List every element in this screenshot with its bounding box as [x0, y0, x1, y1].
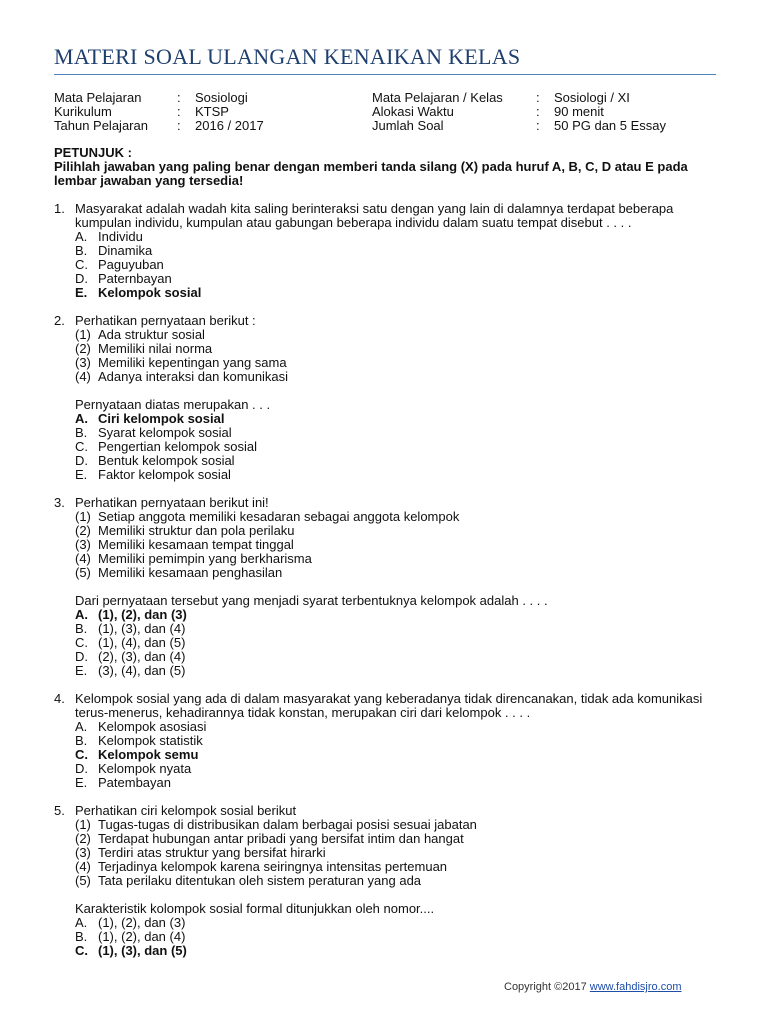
question-body [75, 202, 714, 300]
option-label: A. [75, 719, 88, 734]
answer-option [75, 258, 714, 272]
statement-text: Tata perilaku ditentukan oleh sistem peraturan yang ada [98, 873, 422, 888]
statement-item [75, 552, 714, 566]
info-row [54, 91, 264, 105]
statement-label: (4) [75, 369, 91, 384]
answer-option [75, 622, 714, 636]
option-text: Ciri kelompok sosial [98, 411, 225, 426]
statement-label: (5) [75, 565, 91, 580]
question-item [54, 804, 714, 958]
info-colon: : [536, 118, 540, 133]
option-label: D. [75, 761, 88, 776]
answer-option [75, 930, 714, 944]
info-row [54, 119, 264, 133]
option-text: Dinamika [98, 243, 153, 258]
option-text: Faktor kelompok sosial [98, 467, 231, 482]
option-text: Paguyuban [98, 257, 164, 272]
statement-text: Memiliki kesamaan tempat tinggal [98, 537, 294, 552]
option-label: A. [75, 607, 88, 622]
option-label: D. [75, 453, 88, 468]
answer-option [75, 664, 714, 678]
answer-option [75, 244, 714, 258]
statement-text: Memiliki nilai norma [98, 341, 213, 356]
question-text: Perhatikan pernyataan berikut ini! [75, 495, 269, 510]
statement-label: (1) [75, 327, 91, 342]
question-body [75, 496, 714, 678]
copyright-text: Copyright ©2017 [504, 981, 587, 993]
option-text: Pengertian kelompok sosial [98, 439, 257, 454]
statement-item [75, 538, 714, 552]
option-text: (1), (3), dan (4) [98, 621, 186, 636]
option-text: Paternbayan [98, 271, 172, 286]
info-value: Sosiologi / XI [554, 90, 630, 105]
option-label: B. [75, 425, 88, 440]
statement-label: (2) [75, 831, 91, 846]
question-item [54, 314, 714, 482]
info-label: Jumlah Soal [372, 118, 444, 133]
statement-label: (3) [75, 355, 91, 370]
statement-text: Memiliki kesamaan penghasilan [98, 565, 283, 580]
statement-item [75, 874, 714, 888]
statement-label: (3) [75, 537, 91, 552]
statement-label: (2) [75, 523, 91, 538]
statement-label: (5) [75, 873, 91, 888]
statement-text: Terjadinya kelompok karena seiringnya intensitas pertemuan [98, 859, 448, 874]
website-link[interactable]: www.fahdisjro.com [589, 981, 682, 993]
statement-text: Memiliki kepentingan yang sama [98, 355, 287, 370]
option-label: E. [75, 663, 88, 678]
spacer [54, 188, 714, 202]
answer-option [75, 650, 714, 664]
option-text: Patembayan [98, 775, 171, 790]
info-colon: : [177, 90, 181, 105]
info-colon: : [177, 104, 181, 119]
question-prompt: Pernyataan diatas merupakan . . . [75, 397, 271, 412]
option-label: C. [75, 747, 88, 762]
statement-label: (4) [75, 859, 91, 874]
info-row [372, 105, 666, 119]
question-item [54, 692, 714, 790]
info-value: 50 PG dan 5 Essay [554, 118, 667, 133]
option-text: Kelompok semu [98, 747, 199, 762]
option-text: (2), (3), dan (4) [98, 649, 186, 664]
info-label: Kurikulum [54, 104, 112, 119]
answer-option [75, 412, 714, 426]
option-label: A. [75, 229, 88, 244]
info-value: 2016 / 2017 [195, 118, 264, 133]
statement-label: (1) [75, 817, 91, 832]
info-label: Mata Pelajaran [54, 90, 142, 105]
spacer [75, 580, 714, 594]
info-value: KTSP [195, 104, 229, 119]
option-label: C. [75, 635, 88, 650]
option-text: Individu [98, 229, 143, 244]
statement-label: (4) [75, 551, 91, 566]
statement-text: Adanya interaksi dan komunikasi [98, 369, 289, 384]
info-colon: : [536, 90, 540, 105]
statement-text: Tugas-tugas di distribusikan dalam berbagai posisi sesuai jabatan [98, 817, 477, 832]
document-body [54, 146, 714, 958]
answer-option [75, 734, 714, 748]
question-number: 1. [54, 201, 65, 216]
question-text: Masyarakat adalah wadah kita saling berinteraksi satu dengan yang lain di dalamnya terdapat beberapa kumpulan individu, kumpulan atau gabungan beberapa individu dalam suatu tempat disebut . . . . [75, 201, 674, 230]
question-text: Kelompok sosial yang ada di dalam masyarakat yang keberadanya tidak direncanakan, tidak ada komunikasi terus-menerus, kehadirannya tidak konstan, merupakan ciri dari kelompok . . . . [75, 691, 703, 720]
option-label: E. [75, 775, 88, 790]
option-label: E. [75, 467, 88, 482]
option-text: Bentuk kelompok sosial [98, 453, 235, 468]
spacer [75, 888, 714, 902]
info-left [54, 91, 264, 133]
statement-text: Memiliki pemimpin yang berkharisma [98, 551, 312, 566]
option-label: B. [75, 243, 88, 258]
option-label: C. [75, 943, 88, 958]
option-label: C. [75, 439, 88, 454]
option-text: (1), (2), dan (3) [98, 607, 187, 622]
option-label: D. [75, 271, 88, 286]
option-text: Kelompok asosiasi [98, 719, 207, 734]
footer [504, 980, 681, 994]
answer-option [75, 720, 714, 734]
info-colon: : [536, 104, 540, 119]
question-item [54, 202, 714, 300]
statement-label: (2) [75, 341, 91, 356]
info-row [54, 105, 264, 119]
option-text: (1), (3), dan (5) [98, 943, 187, 958]
question-item [54, 496, 714, 678]
answer-option [75, 916, 714, 930]
answer-option [75, 468, 714, 482]
option-label: D. [75, 649, 88, 664]
option-label: B. [75, 733, 88, 748]
option-label: A. [75, 915, 88, 930]
statement-text: Ada struktur sosial [98, 327, 205, 342]
option-text: Kelompok sosial [98, 285, 202, 300]
question-number: 4. [54, 691, 65, 706]
option-text: Kelompok nyata [98, 761, 192, 776]
statement-item [75, 510, 714, 524]
option-label: C. [75, 257, 88, 272]
statement-label: (3) [75, 845, 91, 860]
statement-item [75, 860, 714, 874]
answer-option [75, 636, 714, 650]
answer-option [75, 944, 714, 958]
answer-option [75, 286, 714, 300]
question-list [54, 202, 714, 958]
answer-option [75, 776, 714, 790]
statement-text: Memiliki struktur dan pola perilaku [98, 523, 295, 538]
option-label: B. [75, 929, 88, 944]
info-label: Alokasi Waktu [372, 104, 454, 119]
option-label: A. [75, 411, 88, 426]
answer-option [75, 440, 714, 454]
statement-text: Setiap anggota memiliki kesadaran sebagai anggota kelompok [98, 509, 460, 524]
question-number: 3. [54, 495, 65, 510]
answer-option [75, 272, 714, 286]
answer-option [75, 230, 714, 244]
statement-item [75, 370, 714, 384]
option-text: (3), (4), dan (5) [98, 663, 186, 678]
question-text: Perhatikan ciri kelompok sosial berikut [75, 803, 297, 818]
option-text: Syarat kelompok sosial [98, 425, 232, 440]
option-label: E. [75, 285, 88, 300]
option-text: Kelompok statistik [98, 733, 203, 748]
answer-option [75, 454, 714, 468]
question-body [75, 314, 714, 482]
info-row [372, 91, 666, 105]
option-text: (1), (2), dan (4) [98, 929, 186, 944]
question-number: 2. [54, 313, 65, 328]
statement-item [75, 328, 714, 342]
answer-option [75, 426, 714, 440]
info-value: Sosiologi [195, 90, 248, 105]
statement-text: Terdiri atas struktur yang bersifat hirarki [98, 845, 326, 860]
info-value: 90 menit [554, 104, 604, 119]
info-label: Tahun Pelajaran [54, 118, 148, 133]
info-label: Mata Pelajaran / Kelas [372, 90, 503, 105]
question-prompt: Karakteristik kolompok sosial formal ditunjukkan oleh nomor.... [75, 901, 435, 916]
question-text: Perhatikan pernyataan berikut : [75, 313, 256, 328]
statement-item [75, 524, 714, 538]
info-row [372, 119, 666, 133]
question-number: 5. [54, 803, 65, 818]
spacer [75, 384, 714, 398]
question-body [75, 804, 714, 958]
page-title: MATERI SOAL ULANGAN KENAIKAN KELAS [54, 44, 521, 69]
title-divider [54, 74, 716, 75]
option-text: (1), (2), dan (3) [98, 915, 186, 930]
instructions-heading: PETUNJUK : [54, 145, 133, 160]
statement-item [75, 342, 714, 356]
answer-option [75, 748, 714, 762]
instructions-text: Pilihlah jawaban yang paling benar dengan memberi tanda silang (X) pada huruf A, B, C, D atau E pada lembar jawaban yang tersedia! [54, 159, 688, 188]
answer-option [75, 608, 714, 622]
question-prompt: Dari pernyataan tersebut yang menjadi syarat terbentuknya kelompok adalah . . . . [75, 593, 548, 608]
statement-item [75, 566, 714, 580]
option-label: B. [75, 621, 88, 636]
option-text: (1), (4), dan (5) [98, 635, 186, 650]
statement-item [75, 846, 714, 860]
answer-option [75, 762, 714, 776]
info-colon: : [177, 118, 181, 133]
statement-item [75, 356, 714, 370]
statement-item [75, 818, 714, 832]
question-body [75, 692, 714, 790]
statement-label: (1) [75, 509, 91, 524]
statement-item [75, 832, 714, 846]
info-right [372, 91, 666, 133]
statement-text: Terdapat hubungan antar pribadi yang bersifat intim dan hangat [98, 831, 464, 846]
